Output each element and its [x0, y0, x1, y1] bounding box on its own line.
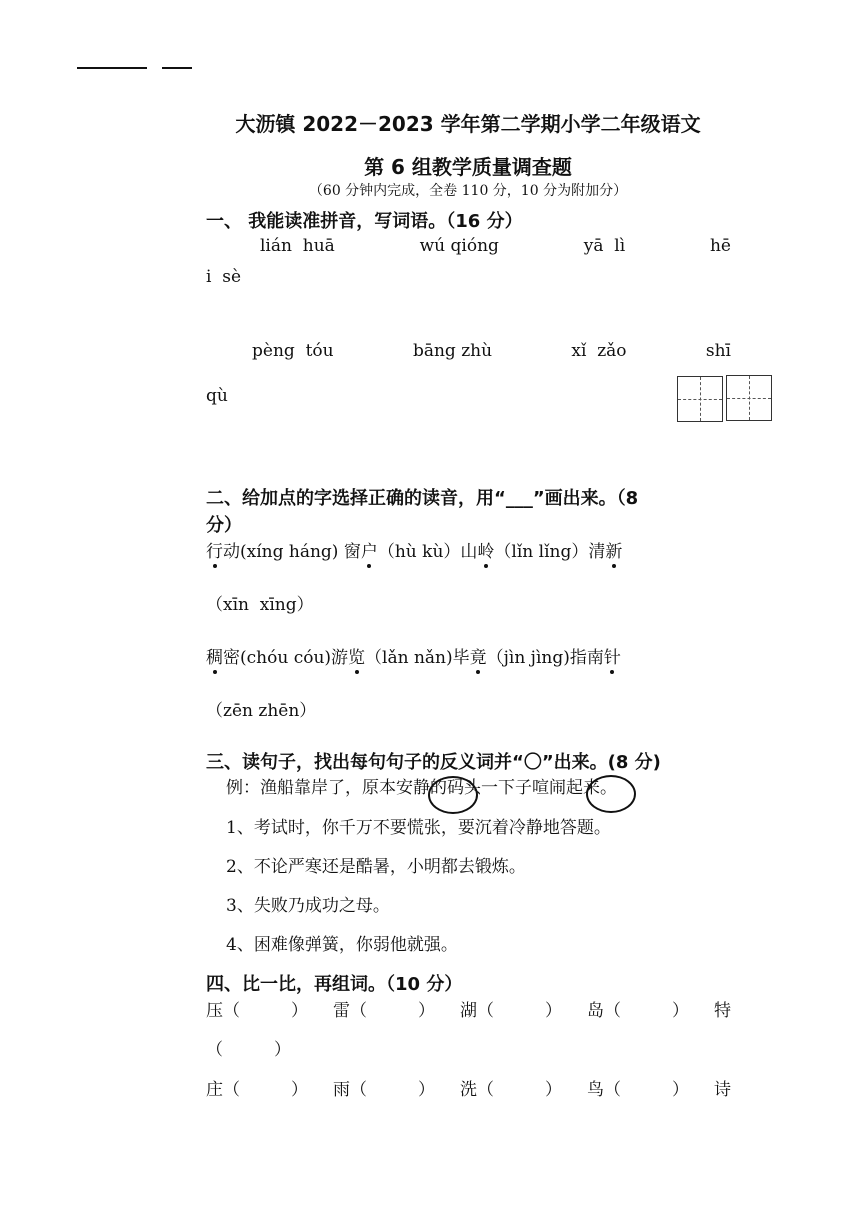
- word-text: （lǎn nǎn): [365, 648, 453, 668]
- word-text: （hù kù）: [377, 542, 461, 562]
- dotted-char: 行: [206, 542, 223, 562]
- pinyin-item: wú qióng: [419, 236, 499, 256]
- reading-line1: [206, 537, 622, 562]
- reading-line2: （xīn xīng）: [206, 595, 314, 615]
- dotted-char: 户: [360, 542, 378, 562]
- dotted-char: 岭: [477, 542, 495, 562]
- compare-row1: [206, 996, 731, 1021]
- dotted-char: 针: [603, 648, 621, 668]
- pinyin-row1-wrap: i sè: [206, 267, 242, 287]
- compare-item: 鸟（ ）: [587, 1080, 689, 1100]
- header-rule-short: [162, 67, 192, 69]
- section3-item: 1、考试时，你千万不要慌张，要沉着冷静地答题。: [226, 818, 611, 838]
- pinyin-item: lián huā: [260, 236, 335, 256]
- word-text: 毕: [452, 648, 470, 668]
- section3-item: 2、不论严寒还是酷暑，小明都去锻炼。: [226, 857, 526, 877]
- word-text: 窗: [343, 542, 361, 562]
- dotted-char: 稠: [206, 648, 223, 668]
- header-rule-long: [77, 67, 147, 69]
- word-text: 指南: [569, 648, 604, 668]
- pinyin-item: xǐ zǎo: [571, 341, 627, 361]
- example-circle-mark: [586, 775, 636, 813]
- exam-title-line2: 第 6 组教学质量调查题: [364, 155, 572, 179]
- reading-line4: （zēn zhēn）: [206, 701, 317, 721]
- example-circle-mark: [428, 776, 478, 814]
- exam-title-line1: 大沥镇 2022－2023 学年第二学期小学二年级语文: [235, 112, 701, 136]
- compare-item: 雨（ ）: [333, 1080, 435, 1100]
- pinyin-item: hē: [709, 236, 731, 256]
- compare-item: 特: [714, 1001, 731, 1021]
- compare-item: 压（ ）: [206, 1001, 308, 1021]
- section1-heading: 一、 我能读准拼音，写词语。（16 分）: [206, 211, 523, 232]
- dotted-char: 竟: [469, 648, 487, 668]
- section3-heading: 三、读句子，找出每句句子的反义词并“〇”出来。(8 分): [206, 752, 661, 773]
- compare-item: 湖（ ）: [460, 1001, 562, 1021]
- compare-row2: [206, 1075, 731, 1100]
- pinyin-item: yā lì: [583, 236, 626, 256]
- pinyin-item: bāng zhù: [412, 341, 493, 361]
- reading-line3: [206, 643, 621, 668]
- section2-heading-line2: 分）: [206, 515, 242, 536]
- writing-grid-box[interactable]: [677, 376, 723, 422]
- writing-grid-box[interactable]: [726, 375, 772, 421]
- exam-note: （60 分钟内完成，全卷 110 分，10 分为附加分）: [308, 183, 628, 199]
- pinyin-item: pèng tóu: [252, 341, 334, 361]
- word-text: 密(chóu cóu): [223, 648, 332, 668]
- section3-item: 4、困难像弹簧，你弱他就强。: [226, 935, 458, 955]
- compare-item: 雷（ ）: [333, 1001, 435, 1021]
- dotted-char: 览: [348, 648, 366, 668]
- word-text: （jìn jìng): [486, 648, 570, 668]
- compare-row1-wrap: （ ）: [206, 1040, 291, 1060]
- section3-example: 例：渔船靠岸了，原本安静的码头一下子喧闹起来。: [226, 778, 617, 798]
- pinyin-item: shī: [705, 341, 731, 361]
- section3-item: 3、失败乃成功之母。: [226, 896, 390, 916]
- pinyin-row2-wrap: qù: [206, 386, 228, 406]
- section4-heading: 四、比一比，再组词。（10 分）: [206, 974, 463, 995]
- dotted-char: 新: [605, 542, 623, 562]
- compare-item: 诗: [714, 1080, 731, 1100]
- word-text: 动(xíng háng): [223, 542, 339, 562]
- compare-item: 洗（ ）: [460, 1080, 562, 1100]
- compare-item: 岛（ ）: [587, 1001, 689, 1021]
- word-text: 山: [460, 542, 478, 562]
- word-text: （lǐn lǐng）: [494, 542, 589, 562]
- compare-item: 庄（ ）: [206, 1080, 308, 1100]
- section2-heading-line1: 二、给加点的字选择正确的读音，用“___”画出来。（8: [206, 488, 639, 509]
- word-text: 清: [588, 542, 606, 562]
- word-text: 游: [331, 648, 349, 668]
- pinyin-row2: [206, 341, 731, 361]
- pinyin-row1: [206, 236, 731, 256]
